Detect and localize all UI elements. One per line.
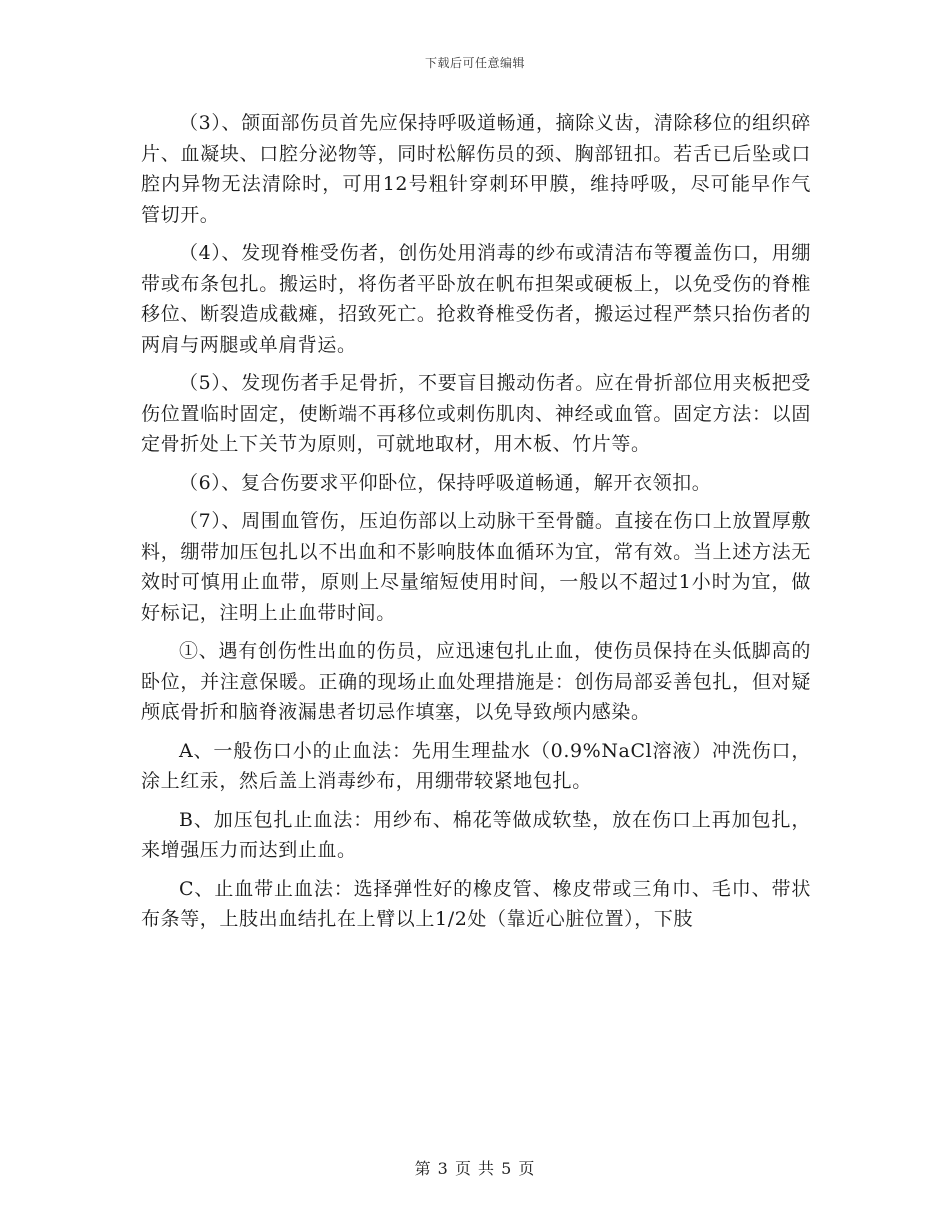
paragraph-subitem-c: C、止血带止血法：选择弹性好的橡皮管、橡皮带或三角巾、毛巾、带状布条等，上肢出血结扎在上臂以上1/2处（靠近心脏位置），下肢 [141,877,811,930]
page-header: 下载后可任意编辑 [424,56,525,70]
paragraph-subitem-b: B、加压包扎止血法：用纱布、棉花等做成软垫，放在伤口上再加包扎，来增强压力而达到止血。 [141,808,811,861]
paragraph-item-4: （4）、发现脊椎受伤者，创伤处用消毒的纱布或清洁布等覆盖伤口，用绷带或布条包扎。搬运时，将伤者平卧放在帆布担架或硬板上，以免受伤的脊椎移位、断裂造成截瘫，招致死亡。抢救脊椎受伤者，搬运过程严禁只抬伤者的两肩与两腿或单肩背运。 [141,242,811,356]
paragraph-subitem-1: ①、遇有创伤性出血的伤员，应迅速包扎止血，使伤员保持在头低脚高的卧位，并注意保暖。正确的现场止血处理措施是：创伤局部妥善包扎，但对疑颅底骨折和脑脊液漏患者切忌作填塞，以免导致颅内感染。 [141,640,811,723]
paragraph-item-7: （7）、周围血管伤，压迫伤部以上动脉干至骨髓。直接在伤口上放置厚敷料，绷带加压包扎以不出血和不影响肢体血循环为宜，常有效。当上述方法无效时可慎用止血带，原则上尽量缩短使用时间，一般以不超过1小时为宜，做好标记，注明上止血带时间。 [141,510,811,624]
page-footer: 第 3 页 共 5 页 [414,1159,536,1178]
paragraph-item-6: （6）、复合伤要求平仰卧位，保持呼吸道畅通，解开衣领扣。 [179,471,712,494]
paragraph-item-3: （3）、颌面部伤员首先应保持呼吸道畅通，摘除义齿，清除移位的组织碎片、血凝块、口腔分泌物等，同时松解伤员的颈、胸部钮扣。若舌已后坠或口腔内异物无法清除时，可用12号粗针穿刺环甲膜，维持呼吸，尽可能早作气管切开。 [141,112,811,226]
paragraph-item-5: （5）、发现伤者手足骨折，不要盲目搬动伤者。应在骨折部位用夹板把受伤位置临时固定，使断端不再移位或刺伤肌肉、神经或血管。固定方法：以固定骨折处上下关节为原则，可就地取材，用木板、竹片等。 [141,372,811,455]
document-body [141,108,811,943]
paragraph-subitem-a: A、一般伤口小的止血法：先用生理盐水（0.9%NaCl溶液）冲洗伤口，涂上红汞，然后盖上消毒纱布，用绷带较紧地包扎。 [141,739,811,792]
